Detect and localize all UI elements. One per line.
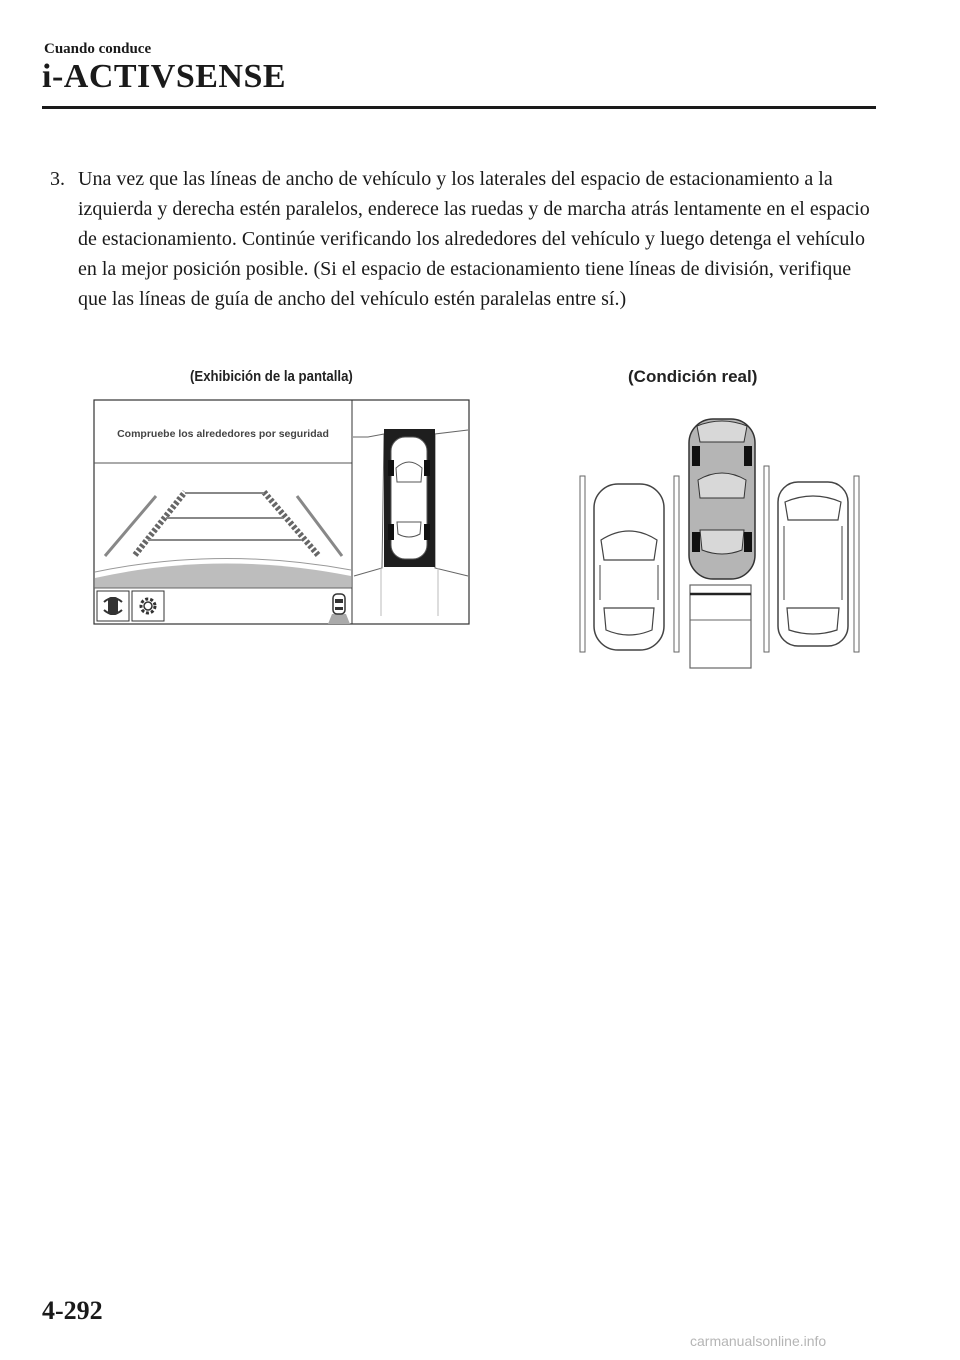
page-number: 4-292 [42, 1296, 103, 1325]
step-paragraph [50, 164, 880, 314]
view-switch-icon[interactable] [97, 591, 129, 621]
figure-illustration [0, 350, 960, 680]
parked-car-right [778, 482, 848, 646]
screen-caption: (Exhibición de la pantalla) [190, 368, 353, 385]
reversing-car [689, 419, 755, 579]
figure [0, 350, 960, 680]
chapter-title: i-ACTIVSENSE [42, 58, 287, 95]
screen-message: Compruebe los alrededores por seguridad [117, 428, 329, 440]
settings-gear-icon[interactable] [132, 591, 164, 621]
parked-car-left [594, 484, 664, 650]
section-title: Cuando conduce [44, 41, 152, 57]
step-number: 3. [50, 168, 65, 190]
real-condition [580, 419, 859, 668]
step-text: Una vez que las líneas de ancho de vehículo y los laterales del espacio de estacionamiento a la izquierda y derecha estén paralelos, enderece las ruedas y de marcha atrás lentamente en el espacio de estacionamiento. Continúe verificando los alrededores del vehículo y luego detenga el vehículo en la mejor posición posible. (Si el espacio de estacionamiento tiene líneas de división, verifique que las líneas de guía de ancho del vehículo estén paralelas entre sí.) [78, 168, 870, 310]
real-caption: (Condición real) [628, 367, 758, 386]
header-rule [42, 106, 876, 109]
watermark: carmanualsonline.info [690, 1333, 827, 1349]
